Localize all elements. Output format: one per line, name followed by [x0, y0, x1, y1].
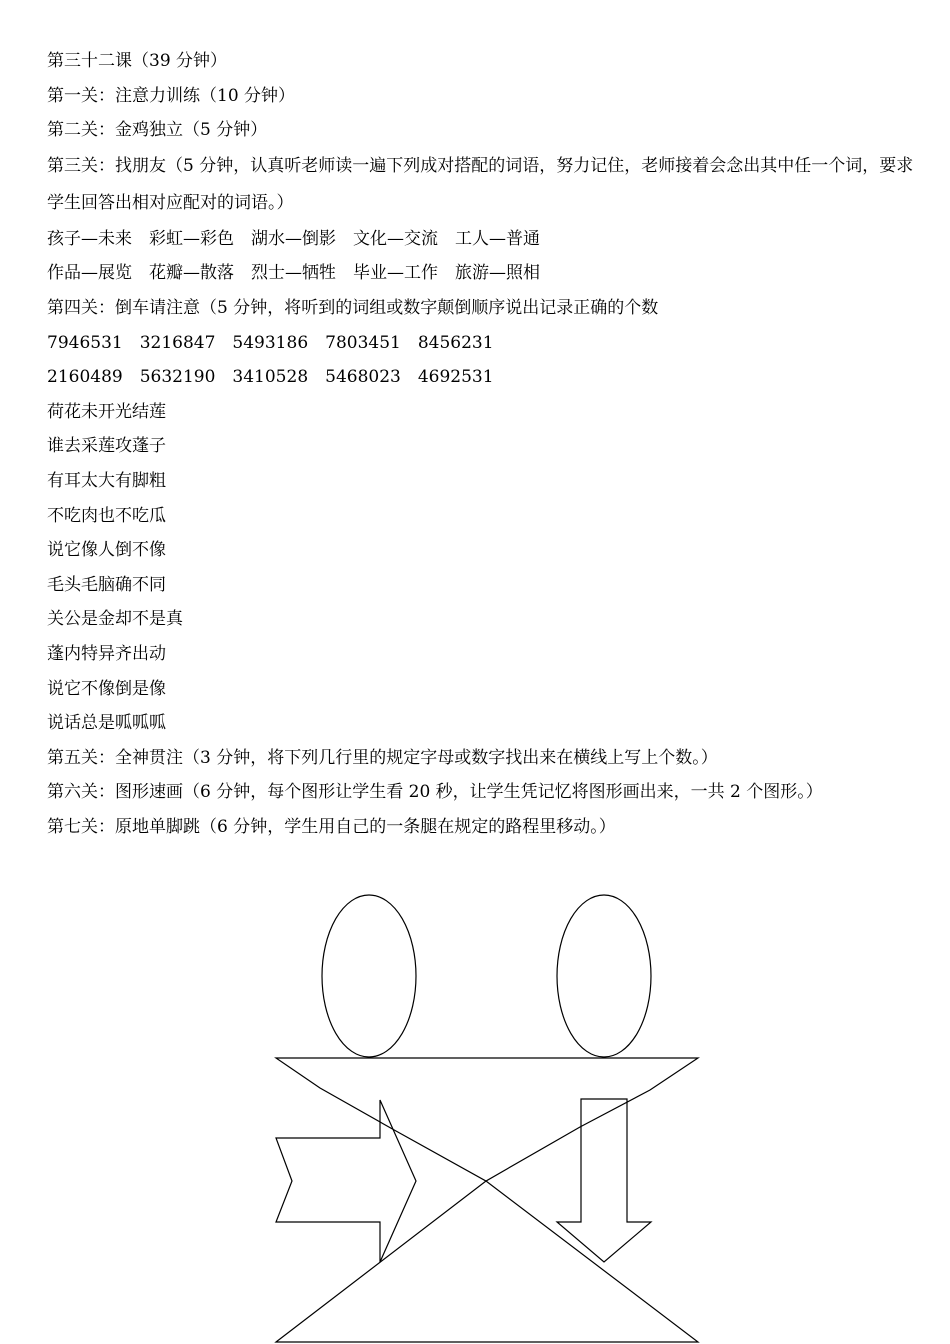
level-7: 第七关：原地单脚跳（6 分钟，学生用自己的一条腿在规定的路程里移动。） [47, 816, 616, 837]
figure-strokes [276, 895, 698, 1342]
poem-line-3: 有耳太大有脚粗 [47, 470, 166, 491]
level-1: 第一关：注意力训练（10 分钟） [47, 85, 296, 106]
left-oval-shape [322, 895, 416, 1057]
poem-line-4: 不吃肉也不吃瓜 [47, 505, 166, 526]
level-3: 第三关：找朋友（5 分钟，认真听老师读一遍下列成对搭配的词语，努力记住，老师接着会念出其中任一个词，要求学生回答出相对应配对的词语。） [47, 155, 914, 213]
level-5: 第五关：全神贯注（3 分钟，将下列几行里的规定字母或数字找出来在横线上写上个数。） [47, 747, 718, 768]
word-pairs-row-2: 作品—展览 花瓣—散落 烈士—牺牲 毕业—工作 旅游—照相 [47, 263, 540, 284]
poem-line-7: 关公是金却不是真 [47, 609, 183, 630]
top-inverted-trapezoid [276, 1058, 698, 1181]
document-body [47, 44, 917, 844]
number-row-2: 2160489 5632190 3410528 5468023 4692531 [47, 367, 494, 388]
level-4: 第四关：倒车请注意（5 分钟，将听到的词组或数字颠倒顺序说出记录正确的个数 [47, 297, 659, 318]
poem-line-10: 说话总是呱呱呱 [47, 713, 166, 734]
poem-line-6: 毛头毛脑确不同 [47, 574, 166, 595]
number-row-1: 7946531 3216847 5493186 7803451 8456231 [47, 332, 494, 353]
right-oval-shape [557, 895, 651, 1057]
level-6: 第六关：图形速画（6 分钟，每个图形让学生看 20 秒，让学生凭记忆将图形画出来，一共 2 个图形。） [47, 782, 823, 803]
lesson-title: 第三十二课（39 分钟） [47, 51, 228, 71]
right-arrow-shape [276, 1100, 416, 1262]
shape-drawing-figure [0, 880, 950, 1344]
poem-line-5: 说它像人倒不像 [47, 540, 166, 561]
bottom-triangle-shape [276, 1181, 698, 1342]
level-2: 第二关：金鸡独立（5 分钟） [47, 120, 268, 141]
poem-line-9: 说它不像倒是像 [47, 678, 166, 699]
down-arrow-shape [557, 1099, 651, 1262]
word-pairs-row-1: 孩子—未来 彩虹—彩色 湖水—倒影 文化—交流 工人—普通 [47, 228, 540, 249]
poem-line-1: 荷花未开光结莲 [47, 401, 166, 422]
poem-line-8: 蓬内特异齐出动 [47, 643, 166, 664]
poem-line-2: 谁去采莲攻蓬子 [47, 436, 166, 457]
